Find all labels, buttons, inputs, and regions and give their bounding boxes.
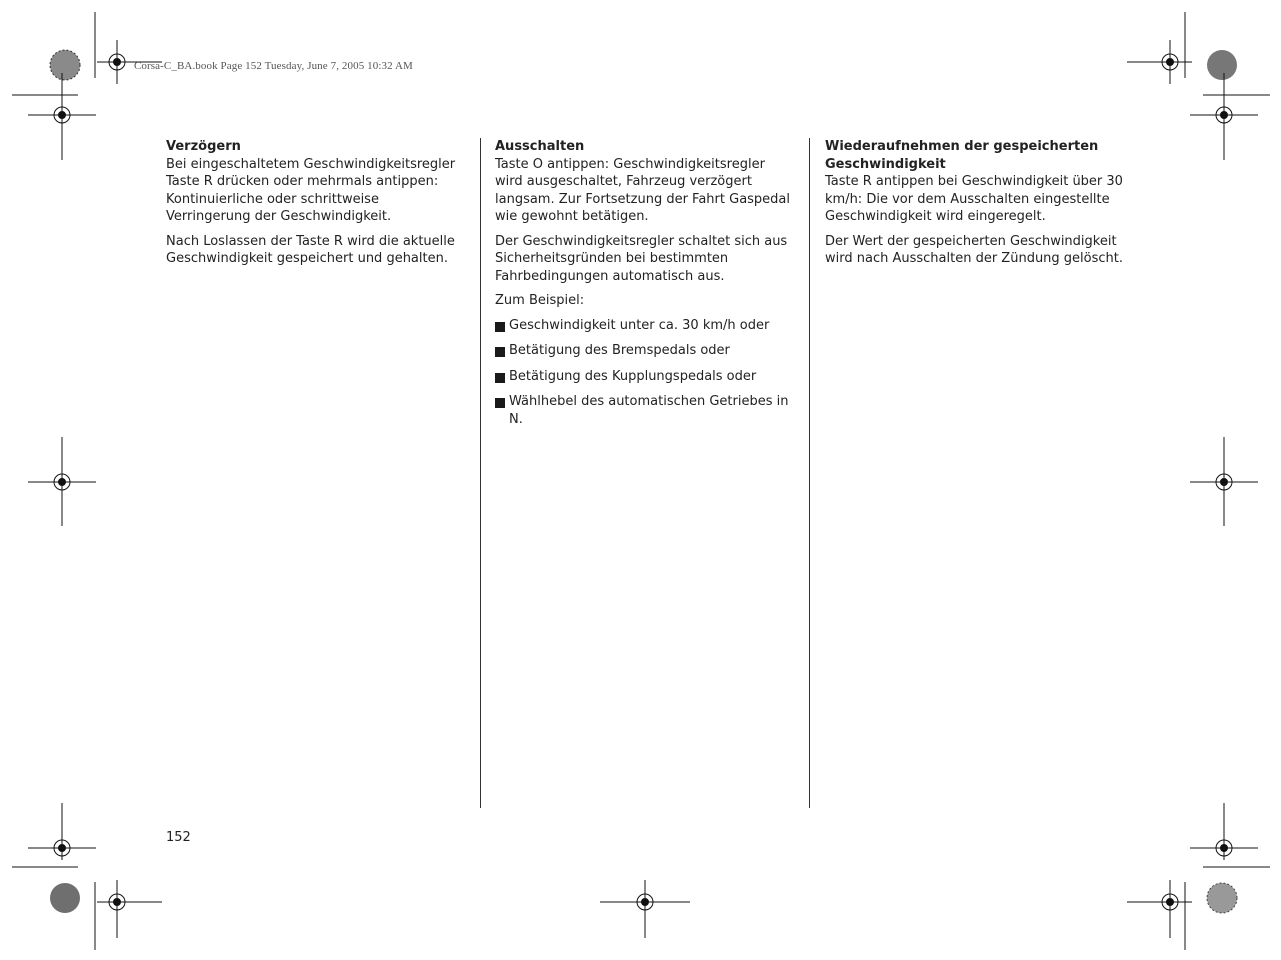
registration-target-icon [1190, 73, 1258, 160]
paragraph: Bei eingeschaltetem Geschwindigkeitsregler Taste R drücken oder mehrmals antippen: Kontinuierliche oder schrittweise Verringerung der Geschwindigkeit. [166, 156, 456, 224]
paragraph: Der Wert der gespeicherten Geschwindigkeit wird nach Ausschalten der Zündung gelöscht. [825, 233, 1124, 266]
color-wheel-icon [50, 883, 80, 913]
registration-target-icon [97, 880, 162, 938]
registration-target-icon [600, 880, 690, 938]
paragraph: Taste R antippen bei Geschwindigkeit über 30 km/h: Die vor dem Ausschalten eingestellte Geschwindigkeit wird eingeregelt. [825, 174, 1123, 224]
registration-target-icon [28, 803, 96, 860]
list-item-text: Betätigung des Kupplungspedals oder [509, 368, 757, 384]
list-item-text: Wählhebel des automatischen Getriebes in N. [509, 394, 789, 427]
paragraph: Taste O antippen: Geschwindigkeitsregler wird ausgeschaltet, Fahrzeug verzögert langsam. Zur Fortsetzung der Fahrt Gaspedal wie gewohnt betätigen. [495, 156, 791, 224]
list-item-text: Betätigung des Bremspedals oder [509, 343, 730, 358]
section-heading: Verzögern [166, 139, 241, 154]
registration-target-icon [28, 73, 96, 160]
registration-target-icon [1190, 437, 1258, 526]
page-number: 152 [166, 830, 191, 845]
print-slug: Corsa-C_BA.book Page 152 Tuesday, June 7, 2005 10:32 AM [134, 60, 413, 72]
registration-target-icon [1190, 803, 1258, 860]
color-wheel-icon [1207, 50, 1237, 80]
color-wheel-icon [1207, 883, 1237, 913]
registration-target-icon [1127, 880, 1192, 938]
section-heading: Wiederaufnehmen der gespeicherten Geschwindigkeit [825, 139, 1099, 172]
color-wheel-icon [50, 50, 80, 80]
list-item-text: Geschwindigkeit unter ca. 30 km/h oder [509, 317, 770, 333]
registration-target-icon [28, 437, 96, 526]
section-heading: Ausschalten [495, 139, 585, 154]
paragraph: Der Geschwindigkeitsregler schaltet sich aus Sicherheitsgründen bei bestimmten Fahrbedingungen automatisch aus. [495, 233, 788, 284]
paragraph: Zum Beispiel: [495, 293, 585, 308]
registration-target-icon [97, 40, 162, 84]
paragraph: Nach Loslassen der Taste R wird die aktuelle Geschwindigkeit gespeichert und gehalten. [166, 233, 455, 266]
registration-target-icon [1127, 40, 1192, 84]
